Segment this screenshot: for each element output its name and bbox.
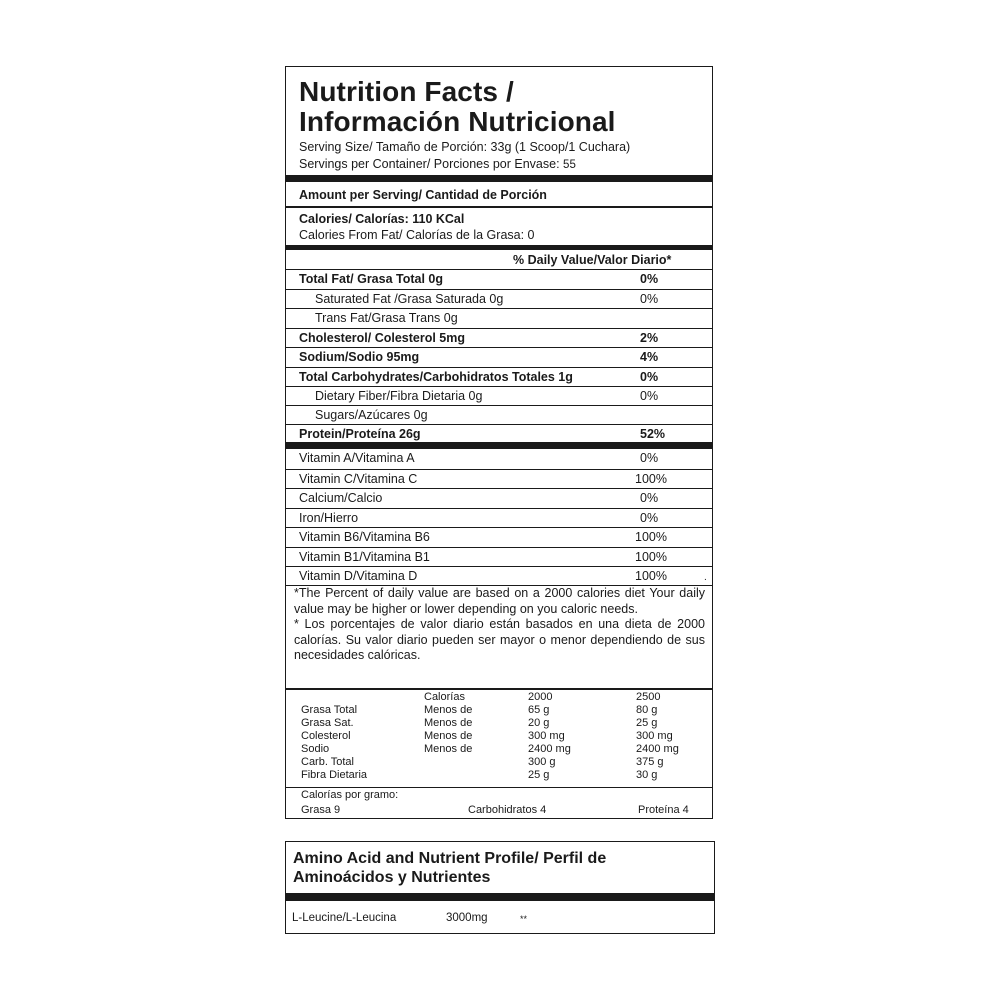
nutrient-daily-value: 4% (640, 350, 659, 364)
servings-per-container (299, 157, 576, 171)
vitamin-name: Vitamin D/Vitamina D (299, 569, 418, 583)
vitamin-daily-value: 0% (640, 491, 659, 505)
daily-table-cell-name: Carb. Total (301, 756, 354, 768)
daily-table-cell-v2000: 20 g (528, 717, 550, 729)
label-title-line-2: Información Nutricional (299, 106, 616, 137)
daily-table-cell-v2500: 30 g (636, 769, 658, 781)
nutrient-name: Trans Fat/Grasa Trans 0g (315, 311, 458, 325)
table-header-2000: 2000 (528, 691, 553, 703)
daily-table-cell-v2000: 2400 mg (528, 743, 571, 755)
vitamin-row (286, 547, 712, 567)
daily-table-cell-name: Colesterol (301, 730, 351, 742)
vitamin-row (286, 508, 712, 528)
serving-size: Serving Size/ Tamaño de Porción: 33g (1 Scoop/1 Cuchara) (299, 140, 631, 154)
nutrient-row (286, 347, 712, 367)
vitamin-name: Iron/Hierro (299, 511, 359, 525)
table-header-calories: Calorías (424, 691, 465, 703)
nutrient-name: Sodium/Sodio 95mg (299, 350, 420, 364)
servings-per-container-label: Servings per Container/ Porciones por Envase: (299, 157, 560, 171)
daily-table-cell-name: Sodio (301, 743, 330, 755)
nutrient-name: Saturated Fat /Grasa Saturada 0g (315, 292, 504, 306)
thick-divider (286, 175, 712, 182)
vitamin-daily-value: 100% (635, 530, 667, 544)
amino-item-amount: 3000mg (446, 912, 488, 924)
thick-divider (286, 245, 712, 250)
nutrient-row (286, 367, 712, 387)
vitamin-name: Vitamin B6/Vitamina B6 (299, 530, 430, 544)
thick-divider (286, 893, 714, 901)
daily-table-cell-v2500: 300 mg (636, 730, 673, 742)
nutrient-row (286, 328, 712, 348)
vitamin-daily-value: 100% (635, 550, 667, 564)
daily-table-cell-qual: Menos de (424, 717, 473, 729)
daily-table-cell-name: Grasa Total (301, 704, 358, 716)
daily-table-cell-qual: Menos de (424, 704, 473, 716)
daily-table-cell-qual: Menos de (424, 730, 473, 742)
calories: Calories/ Calorías: 110 KCal (299, 212, 465, 226)
amount-per-serving: Amount per Serving/ Cantidad de Porción (299, 188, 547, 202)
amino-title-line-1: Amino Acid and Nutrient Profile/ Perfil de (293, 850, 607, 867)
nutrient-daily-value: 52% (640, 427, 666, 441)
nutrient-daily-value: 2% (640, 331, 659, 345)
thick-divider (286, 442, 712, 449)
calories-from-fat: Calories From Fat/ Calorías de la Grasa: 0 (299, 228, 535, 242)
nutrient-row (286, 386, 712, 406)
vitamin-row (286, 469, 712, 489)
daily-table-cell-v2500: 2400 mg (636, 743, 679, 755)
nutrient-daily-value: 0% (640, 272, 659, 286)
nutrient-row (286, 308, 712, 328)
nutrient-name: Cholesterol/ Colesterol 5mg (299, 331, 466, 345)
footnote (294, 586, 705, 664)
vitamin-row (286, 527, 712, 547)
amino-item-name: L-Leucine/L-Leucina (292, 912, 397, 924)
nutrient-name: Sugars/Azúcares 0g (315, 408, 428, 422)
vitamin-daily-value: 0% (640, 511, 659, 525)
amino-title (293, 849, 606, 887)
divider (286, 688, 712, 690)
nutrient-row (286, 269, 712, 289)
per-gram-protein: Proteína 4 (638, 804, 689, 816)
label-title-line-1: Nutrition Facts / (299, 76, 514, 107)
nutrient-name: Total Fat/ Grasa Total 0g (299, 272, 444, 286)
vitamin-name: Calcium/Calcio (299, 491, 383, 505)
vitamin-d-mark: . (704, 572, 707, 583)
divider (286, 787, 712, 788)
amino-item-mark: ** (520, 914, 528, 924)
vitamin-name: Vitamin B1/Vitamina B1 (299, 550, 430, 564)
vitamin-daily-value: 0% (640, 451, 659, 465)
nutrition-facts-label (285, 66, 713, 819)
vitamin-daily-value: 100% (635, 569, 667, 583)
vitamin-name: Vitamin C/Vitamina C (299, 472, 418, 486)
footnote-english: *The Percent of daily value are based on a 2000 calories diet Your daily value may be higher or lower depending on you caloric needs. (294, 586, 705, 616)
vitamin-row (286, 488, 712, 508)
footnote-spanish: * Los porcentajes de valor diario están basados en una dieta de 2000 calorías. Su valor diario pueden ser mayor o menor dependiendo de sus necesidades calóricas. (294, 617, 705, 662)
daily-value-header: % Daily Value/Valor Diario* (513, 253, 672, 267)
table-header-2500: 2500 (636, 691, 661, 703)
nutrient-row (286, 405, 712, 425)
nutrient-daily-value: 0% (640, 389, 659, 403)
amino-acid-profile (285, 841, 715, 934)
nutrient-daily-value: 0% (640, 292, 659, 306)
per-gram-label: Calorías por gramo: (301, 789, 399, 801)
vitamin-row (286, 566, 712, 586)
nutrient-name: Total Carbohydrates/Carbohidratos Totales 1g (299, 370, 573, 384)
nutrient-row (286, 289, 712, 309)
daily-table-cell-v2000: 300 mg (528, 730, 565, 742)
per-gram-fat: Grasa 9 (301, 804, 341, 816)
daily-table-cell-v2000: 25 g (528, 769, 550, 781)
daily-table-cell-name: Grasa Sat. (301, 717, 354, 729)
daily-table-cell-qual: Menos de (424, 743, 473, 755)
nutrient-name: Dietary Fiber/Fibra Dietaria 0g (315, 389, 483, 403)
vitamin-row (286, 449, 712, 468)
daily-table-cell-name: Fibra Dietaria (301, 769, 368, 781)
daily-table-cell-v2500: 25 g (636, 717, 658, 729)
amino-title-line-2: Aminoácidos y Nutrientes (293, 869, 491, 886)
daily-table-cell-v2500: 375 g (636, 756, 664, 768)
divider (286, 206, 712, 208)
nutrient-daily-value: 0% (640, 370, 659, 384)
nutrient-name: Protein/Proteína 26g (299, 427, 421, 441)
daily-table-cell-v2000: 300 g (528, 756, 556, 768)
per-gram-carb: Carbohidratos 4 (468, 804, 547, 816)
daily-table-cell-v2500: 80 g (636, 704, 658, 716)
nutrient-row (286, 424, 712, 444)
vitamin-name: Vitamin A/Vitamina A (299, 451, 415, 465)
daily-table-cell-v2000: 65 g (528, 704, 550, 716)
servings-count: 55 (563, 159, 576, 171)
vitamin-daily-value: 100% (635, 472, 667, 486)
